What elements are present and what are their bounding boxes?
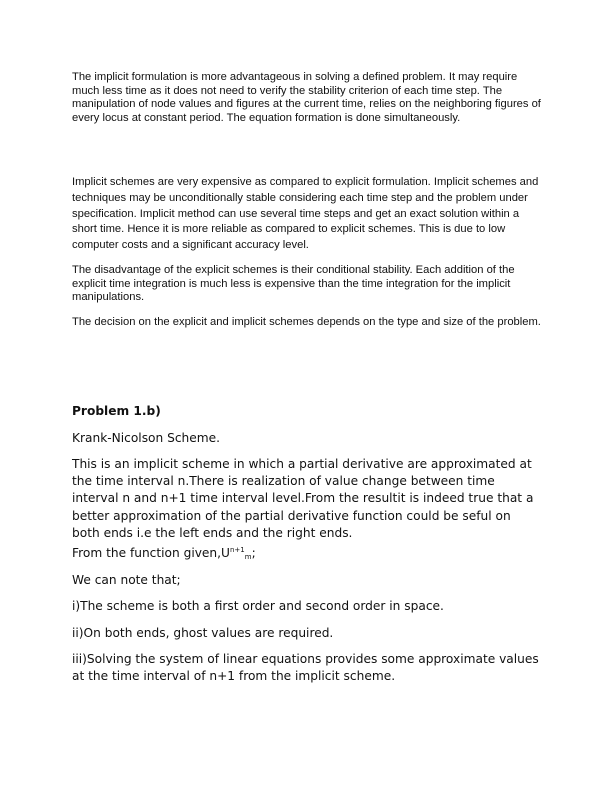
scheme-name: Krank-Nicolson Scheme.	[72, 431, 221, 445]
list-item: iii)Solving the system of linear equations provides some approximate values at the time interval of n+1 from the implicit scheme.	[72, 652, 539, 684]
function-given	[72, 545, 542, 562]
function-subscript: m	[244, 553, 252, 561]
paragraph-explicit-disadvantage: The disadvantage of the explicit schemes is their conditional stability. Each addition of the explicit time integration is much less is expensive than the time integration for the implicit manipulations.	[72, 264, 515, 304]
scheme-description: This is an implicit scheme in which a partial derivative are approximated at the time interval n.There is realization of value change between time interval n and n+1 time interval level.From the resultit is indeed true that a better approximation of the partial derivative function could be seful on both ends i.e the left ends and the right ends.	[72, 457, 534, 540]
list-item: ii)On both ends, ghost values are required.	[72, 626, 334, 640]
list-item: i)The scheme is both a first order and second order in space.	[72, 599, 444, 613]
paragraph-implicit-cost: Implicit schemes are very expensive as compared to explicit formulation. Implicit schemes and techniques may be unconditionally stable considering each time step and the problem under specification. Implicit method can use several time steps and get an exact solution within a short time. Hence it is more reliable as compared to explicit schemes. This is due to low computer costs and a significant accuracy level.	[72, 176, 539, 252]
note-line: We can note that;	[72, 573, 181, 587]
function-superscript: n+1	[229, 546, 245, 554]
paragraph-decision: The decision on the explicit and implicit schemes depends on the type and size of the problem.	[72, 316, 541, 328]
function-suffix: ;	[251, 546, 256, 560]
paragraph-implicit-advantage: The implicit formulation is more advantageous in solving a defined problem. It may require much less time as it does not need to verify the stability criterion of each time step. The manipulation of node values and figures at the current time, relies on the neighboring figures of every locus at constant period. The equation formation is done simultaneously.	[72, 71, 541, 124]
problem-heading: Problem 1.b)	[72, 404, 161, 418]
function-prefix: From the function given,U	[72, 546, 230, 560]
